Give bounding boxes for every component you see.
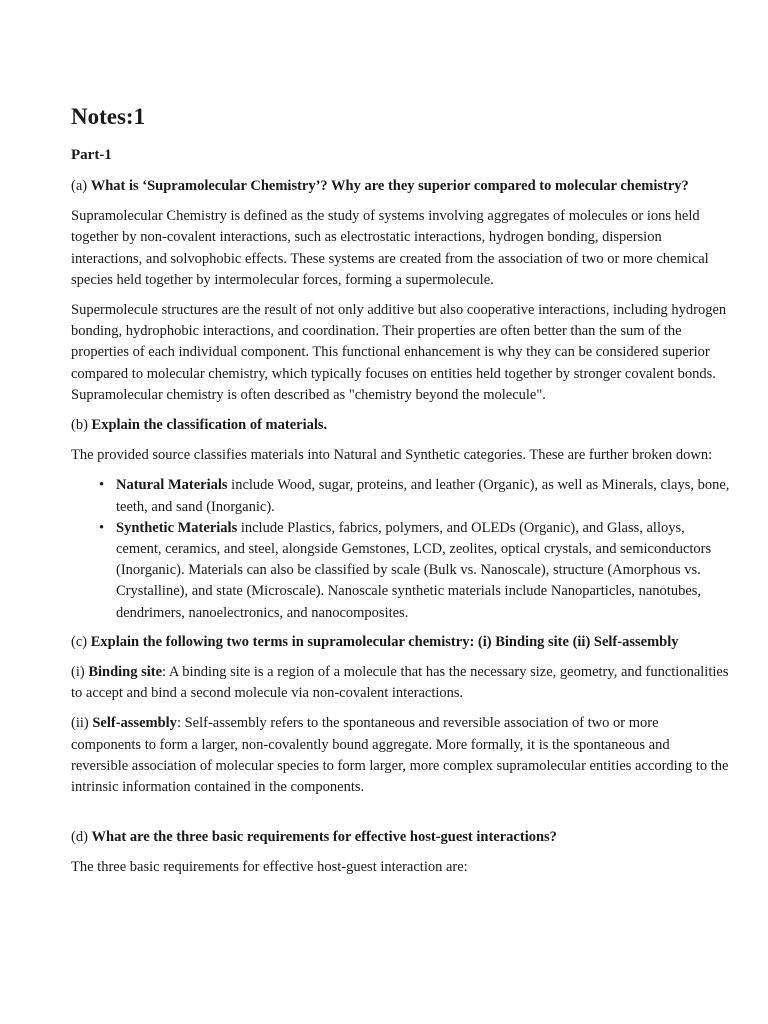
list-item-synthetic-materials bbox=[99, 518, 730, 624]
list-item-natural-materials bbox=[99, 475, 730, 517]
question-b-prefix: (b) bbox=[71, 417, 92, 434]
answer-c-self-assembly bbox=[71, 713, 730, 798]
binding-site-term: Binding site bbox=[88, 664, 163, 681]
bullet-icon: • bbox=[99, 519, 105, 536]
question-a bbox=[71, 176, 730, 197]
list-item-term: Synthetic Materials bbox=[116, 519, 238, 536]
question-b bbox=[71, 415, 730, 436]
answer-a-paragraph-1: Supramolecular Chemistry is defined as the study of systems involving aggregates of molecules or ions held together by non-covalent interactions, such as electrostatic interactions, hydrogen bonding, dispersion interactions, and solvophobic effects. These systems are created from the association of two or more chemical species held together by intermolecular forces, forming a supermolecule. bbox=[71, 208, 709, 288]
self-assembly-prefix: (ii) bbox=[71, 715, 93, 732]
part-heading: Part-1 bbox=[71, 147, 112, 163]
answer-d-paragraph-1: The three basic requirements for effective host-guest interaction are: bbox=[71, 859, 468, 876]
list-item-term: Natural Materials bbox=[116, 477, 228, 494]
page-title: Notes:1 bbox=[71, 104, 146, 129]
binding-site-prefix: (i) bbox=[71, 664, 89, 681]
binding-site-definition: : A binding site is a region of a molecule that has the necessary size, geometry, and functionalities to accept and bind a second molecule via non-covalent interactions. bbox=[71, 664, 729, 702]
question-d-prefix: (d) bbox=[71, 829, 92, 846]
self-assembly-definition: : Self-assembly refers to the spontaneous and reversible association of two or more components to form a larger, non-covalently bound aggregate. More formally, it is the spontaneous and reversible association of molecular species to form larger, more complex supramolecular entities according to the intrinsic information contained in the components. bbox=[71, 715, 729, 796]
question-c-text: Explain the following two terms in supramolecular chemistry: (i) Binding site (ii) Self-assembly bbox=[90, 633, 679, 650]
question-c-prefix: (c) bbox=[71, 633, 91, 650]
self-assembly-term: Self-assembly bbox=[92, 715, 177, 732]
answer-c-binding-site bbox=[71, 662, 730, 704]
materials-list bbox=[71, 475, 730, 623]
list-item-text: include Wood, sugar, proteins, and leather (Organic), as well as Minerals, clays, bone, teeth, and sand (Inorganic). bbox=[116, 477, 730, 515]
question-d-text: What are the three basic requirements for effective host-guest interactions? bbox=[91, 829, 557, 846]
question-b-text: Explain the classification of materials. bbox=[91, 417, 328, 434]
bullet-icon: • bbox=[99, 477, 105, 494]
question-a-text: What is ‘Supramolecular Chemistry’? Why are they superior compared to molecular chemistry? bbox=[90, 178, 689, 194]
question-c bbox=[71, 632, 730, 653]
question-d bbox=[71, 827, 730, 848]
question-a-prefix: (a) bbox=[71, 178, 91, 194]
section-spacer bbox=[71, 807, 730, 827]
answer-b-paragraph-1: The provided source classifies materials into Natural and Synthetic categories. These are further broken down: bbox=[71, 447, 713, 464]
answer-a-paragraph-2: Supermolecule structures are the result of not only additive but also cooperative interactions, including hydrogen bonding, hydrophobic interactions, and coordination. Their properties are often better than the sum of the properties of each individual component. This functional enhancement is why they can be considered superior compared to molecular chemistry, which typically focuses on entities held together by stronger covalent bonds. Supramolecular chemistry is often described as "chemistry beyond the molecule". bbox=[71, 302, 727, 403]
list-item-text: include Plastics, fabrics, polymers, and OLEDs (Organic), and Glass, alloys, cement, ceramics, and steel, alongside Gemstones, LCD, zeolites, optical crystals, and semiconductors (Inorganic). Materials can also be classified by scale (Bulk vs. Nanoscale), structure (Amorphous vs. Crystalline), and state (Microscale). Nanoscale synthetic materials include Nanoparticles, nanotubes, dendrimers, nanoelectronics, and nanocomposites. bbox=[116, 519, 712, 621]
